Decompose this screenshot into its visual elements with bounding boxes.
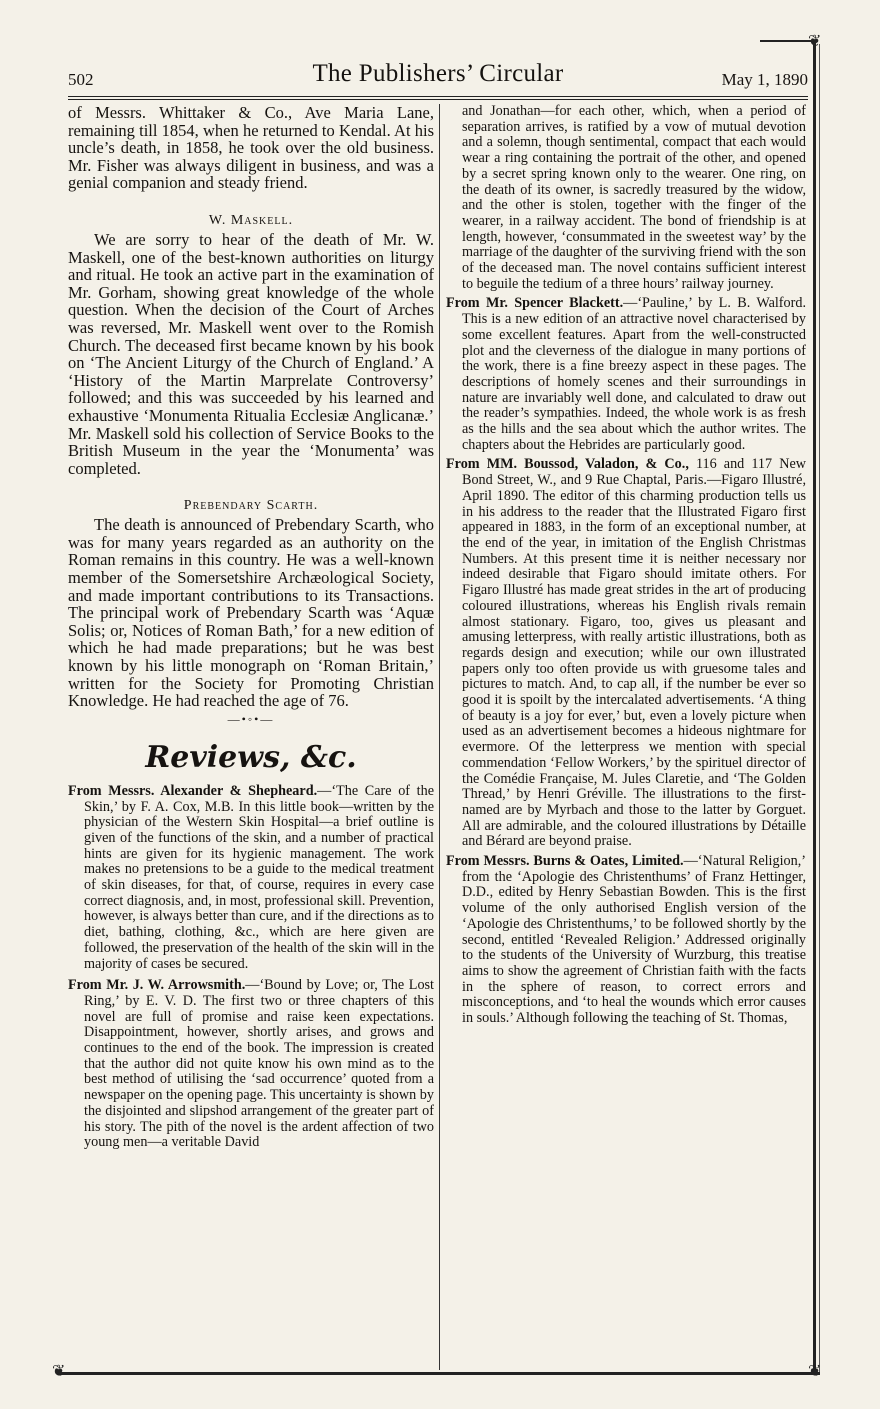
header-rule [68, 96, 808, 97]
review-lead: From Mr. Spencer Blackett. [446, 295, 624, 312]
section-divider: —•◦•— [227, 711, 275, 726]
review-lead: From MM. Boussod, Valadon, & Co., [446, 456, 689, 473]
scarth-heading: Prebendary Scarth. [183, 498, 319, 514]
review-body: —‘Pauline,’ by L. B. Walford. This is a new edition of an attractive novel characterised by some excellent features. Apart from the well-constructed plot and the cleverness of the dialogue in many portions of the work, there is a fine breezy aspect in these pages. The descriptions of homely scenes and their surroundings in nature are invariably well done, and calculated to draw out the reader’s sympathies. Indeed, the whole work is as fresh as the hills and the sea about which the author writes. The chapters about the Hebrides are particularly good. [462, 295, 806, 453]
maskell-obituary-text: We are sorry to hear of the death of Mr. W. Maskell, one of the best-known authorities on liturgy and ritual. He took an active part in the examination of Mr. Gorham, showing great knowledge of the whole question. When the decision of the Court of Arches was reversed, Mr. Maskell went over to the Romish Church. The deceased first became known by his book on ‘The Ancient Liturgy of the Church of England.’ A ‘History of the Martin Marprelate Controversy’ followed; and this was succeeded by his learned and exhaustive ‘Monumenta Ritualia Ecclesiæ Anglicanæ.’ Mr. Maskell sold his collection of Service Books to the British Museum in the year the ‘Monumenta’ was completed. [68, 229, 434, 478]
page-number: 502 [68, 70, 94, 89]
fisher-obituary-text: of Messrs. Whittaker & Co., Ave Maria Lane, remaining till 1854, when he returned to Kendal. At his uncle’s death, in 1858, he took over the old business. Mr. Fisher was always diligent in business, and was a genial companion and steady friend. [68, 103, 434, 193]
maskell-heading: W. Maskell. [208, 212, 294, 228]
review-body: 116 and 117 New Bond Street, W., and 9 Rue Chaptal, Paris.—Figaro Illustré, April 1890. The editor of this charming production tells us in his address to the reader that the Illustrated Figaro first appeared in 1883, in the form of an exceptional number, at the end of the year, in imitation of the English Christmas Numbers. At this present time it is neither necessary nor indeed desirable that Figaro should imitate others. For Figaro Illustré has made great strides in the art of producing coloured illustrations, whereas his English rivals remain almost stationary. Figaro, too, gives us pleasant and amusing letterpress, with really artistic illustrations, both as regards design and execution; while our own illustrated papers only too often provide us with gruesome tales and pictures to match. And, to cap all, if the number be ever so good it is spoilt by the intercalated advertisements. ‘A thing of beauty is a joy for ever,’ but, even a lovely picture when used as an advertisement becomes a hideous nightmare for evermore. Of the letterpress we mention with special commendation ‘Fellow Workers,’ by the spirituel director of the Comédie Française, M. Jules Claretie, and ‘The Golden Thread,’ by Henri Gréville. The illustrations to the first-named are by Myrbach and those to the latter by Gorguet. All are admirable, and the coloured illustrations by Détaille and Bérard are beyond praise. [462, 456, 806, 850]
review-body: —‘The Care of the Skin,’ by F. A. Cox, M.B. In this little book—written by the physician of the Western Skin Hospital—a brief outline is given of the functions of the skin, and a number of practical hints are given for its hygienic management. The work makes no pretensions to be a guide to the medical treatment of skin diseases, for that, of course, requires in every case correct diagnosis, and, in most, professional skill. Prevention, however, is always better than cure, and if the directions as to diet, bathing, clothing, &c., which are here given are followed, the preservation of the health of the skin will in the majority of cases be secured. [84, 782, 434, 972]
page-header [68, 60, 808, 94]
left-column [68, 104, 434, 1151]
frame-rule-bottom [58, 1372, 820, 1375]
arrowsmith-review-continued: and Jonathan—for each other, which, when a period of separation arrives, is ratified by a vow of mutual devotion and a solemn, though sentimental, compact that each would wear a ring containing the portrait of the other, and opened by a secret spring known only to the wearer. One ring, on the death of its owner, is sacredly treasured by the widow, and the other is stolen, together with the finger of the wearer, in a railway accident. The bond of friendship is at length, however, ‘consummated in the sweetest way’ by the marriage of the daughter of the surviving friend with the son of the deceased man. The novel contains sufficient interest to beguile the tedium of a three hours’ railway journey. [462, 103, 806, 292]
corner-ornament-icon: ❦ [808, 1363, 822, 1380]
header-rule [68, 99, 808, 100]
review-burns-oates [446, 854, 806, 1027]
scarth-obituary-text: The death is announced of Prebendary Scarth, who was for many years regarded as an authority on the Roman remains in this country. He was a well-known member of the Somersetshire Archæological Society, and made important contributions to its Transactions. The principal work of Prebendary Scarth was ‘Aquæ Solis; or, Notices of Roman Bath,’ for a new edition of which he had made preparations; but he was best known by his little monograph on ‘Roman Britain,’ written for the Society for Promoting Christian Knowledge. He had reached the age of 76. [68, 515, 434, 711]
review-boussod-valadon [446, 457, 806, 850]
review-arrowsmith [68, 978, 434, 1151]
corner-ornament-icon: ❦ [52, 1363, 66, 1380]
right-column [446, 104, 806, 1027]
corner-ornament-icon: ❦ [808, 33, 822, 50]
review-lead: From Messrs. Alexander & Shepheard. [68, 782, 318, 799]
frame-rule-right [813, 40, 816, 1375]
review-lead: From Messrs. Burns & Oates, Limited. [446, 853, 684, 870]
review-body: —‘Bound by Love; or, The Lost Ring,’ by E. V. D. The first two or three chapters of this novel are full of promise and raise keen expectations. Disappointment, however, shortly arises, and grows and continues to the end of the book. The impression is created that the author did not quite know his own mind as to the best method of utilising the ‘sad occurrence’ quoted from a newspaper on the opening page. This uncertainty is shown by the disjointed and slipshod arrangement of the greater part of his story. The pith of the novel is the ardent affection of two young men—a veritable David [84, 977, 434, 1151]
review-spencer-blackett [446, 296, 806, 453]
frame-rule-right-inner [819, 44, 820, 1374]
column-rule [439, 104, 440, 1370]
issue-date: May 1, 1890 [721, 70, 808, 89]
review-body: —‘Natural Religion,’ from the ‘Apologie des Christenthums’ of Franz Hettinger, D.D., edited by Henry Sebastian Bowden. This is the first volume of the only authorised English version of the ‘Apologie des Christenthums,’ to be followed shortly by the second, entitled ‘Revealed Religion.’ Addressed originally to the students of the University of Wurzburg, this treatise aims to show the agreement of Christian faith with the facts in the sphere of reason, to correct errors and misconceptions, and ‘to heal the wounds which error causes in souls.’ Although following the teaching of St. Thomas, [462, 853, 806, 1027]
review-alexander-shepheard [68, 784, 434, 972]
review-lead: From Mr. J. W. Arrowsmith. [68, 977, 246, 994]
page-title: The Publishers’ Circular [312, 60, 564, 87]
reviews-heading: Reviews, &c. [145, 739, 357, 775]
